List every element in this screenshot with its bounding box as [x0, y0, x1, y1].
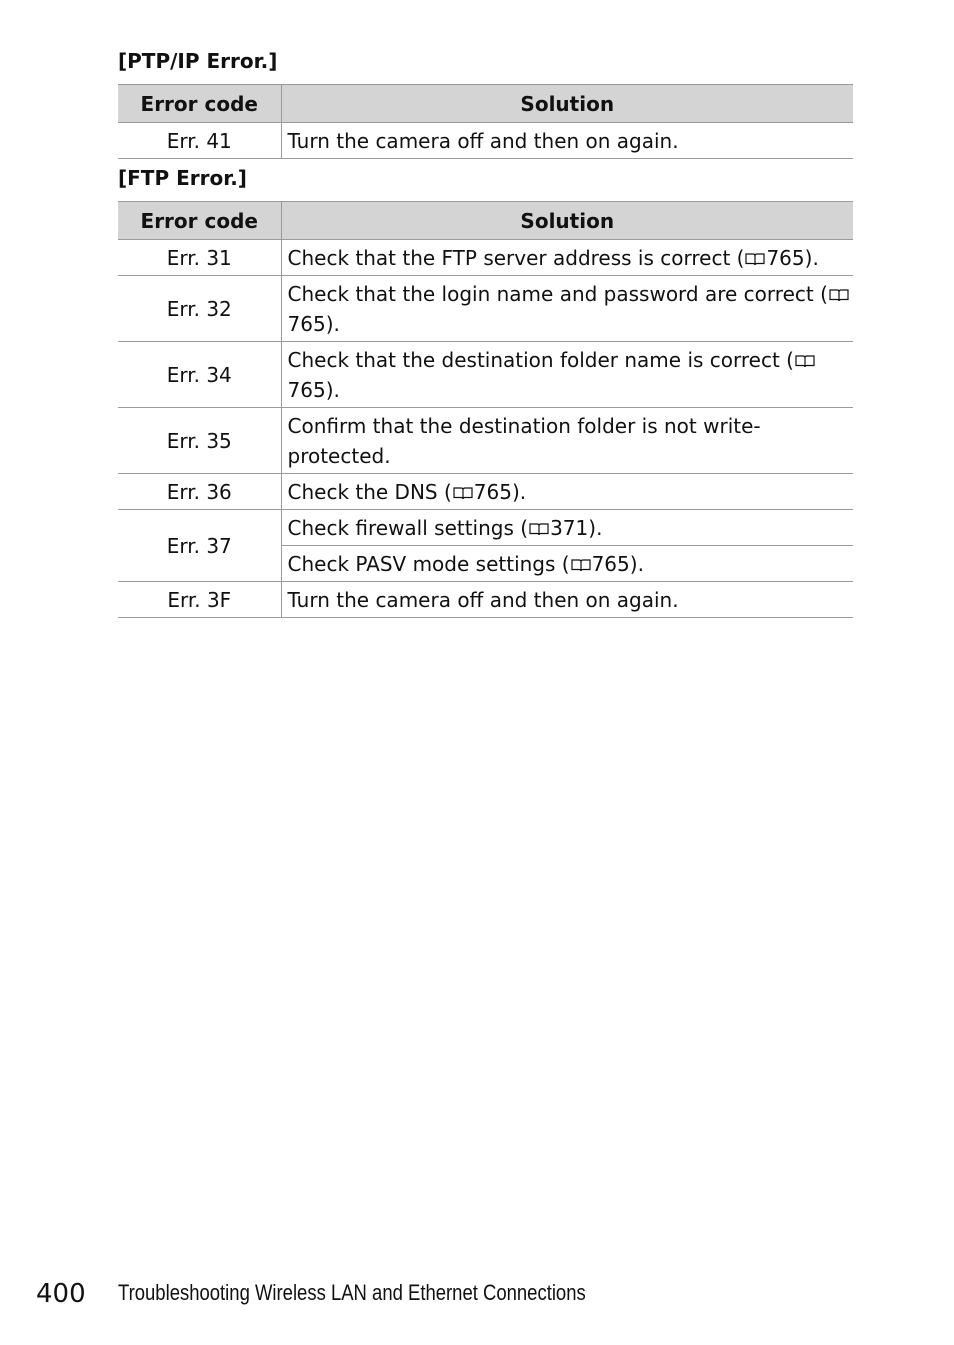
solution-text-end: ). [511, 479, 527, 504]
solution-cell [281, 276, 853, 342]
solution-cell [281, 342, 853, 408]
solution-text-end: ). [325, 311, 340, 336]
header-error-code: Error code [118, 85, 281, 123]
table-row [118, 240, 853, 276]
book-icon [453, 486, 473, 500]
solution-text: Check that the login name and password are correct ( [287, 281, 828, 306]
error-code-cell: Err. 3F [118, 582, 281, 618]
solution-text-end: ). [588, 515, 603, 540]
error-code-cell: Err. 41 [118, 123, 281, 159]
solution-text: Check that the destination folder name is correct ( [287, 347, 794, 372]
table-header-row [118, 202, 853, 240]
page-ref: 765 [473, 479, 512, 504]
page-ref: 765 [766, 245, 805, 270]
solution-text: Check firewall settings ( [287, 515, 529, 540]
solution-text-end: ). [804, 245, 819, 270]
footer-section-title: Troubleshooting Wireless LAN and Ethernet Connections [118, 1280, 586, 1305]
solution-cell [281, 474, 853, 510]
page-ref: 765 [287, 377, 326, 402]
solution-cell: Confirm that the destination folder is not write-protected. [281, 408, 853, 474]
solution-cell: Turn the camera off and then on again. [281, 123, 853, 159]
table-row [118, 123, 853, 159]
solution-cell [281, 510, 853, 546]
table-row [118, 276, 853, 342]
header-solution: Solution [281, 85, 853, 123]
table-row [118, 510, 853, 546]
error-code-cell: Err. 31 [118, 240, 281, 276]
solution-text-end: ). [325, 377, 340, 402]
solution-cell: Turn the camera off and then on again. [281, 582, 853, 618]
solution-text: Check PASV mode settings ( [287, 551, 570, 576]
page-number: 400 [36, 1279, 86, 1309]
page-ref: 371 [550, 515, 589, 540]
table-row [118, 474, 853, 510]
error-code-cell: Err. 36 [118, 474, 281, 510]
table-row [118, 582, 853, 618]
solution-cell [281, 240, 853, 276]
table-header-row [118, 85, 853, 123]
solution-text-end: ). [629, 551, 644, 576]
error-code-cell: Err. 35 [118, 408, 281, 474]
ftp-error-table [118, 201, 853, 618]
error-code-cell: Err. 32 [118, 276, 281, 342]
error-code-cell: Err. 37 [118, 510, 281, 582]
book-icon [795, 354, 815, 368]
book-icon [571, 558, 591, 572]
header-solution: Solution [281, 202, 853, 240]
ftp-section-title: [FTP Error.] [118, 166, 247, 190]
solution-cell [281, 546, 853, 582]
book-icon [529, 522, 549, 536]
solution-text: Check the DNS ( [287, 479, 452, 504]
header-error-code: Error code [118, 202, 281, 240]
book-icon [829, 288, 849, 302]
table-row [118, 408, 853, 474]
page-ref: 765 [287, 311, 326, 336]
book-icon [745, 252, 765, 266]
page-ref: 765 [591, 551, 630, 576]
solution-text: Check that the FTP server address is correct ( [287, 245, 745, 270]
ptp-error-table [118, 84, 853, 159]
ptp-section-title: [PTP/IP Error.] [118, 49, 278, 73]
table-row [118, 342, 853, 408]
error-code-cell: Err. 34 [118, 342, 281, 408]
